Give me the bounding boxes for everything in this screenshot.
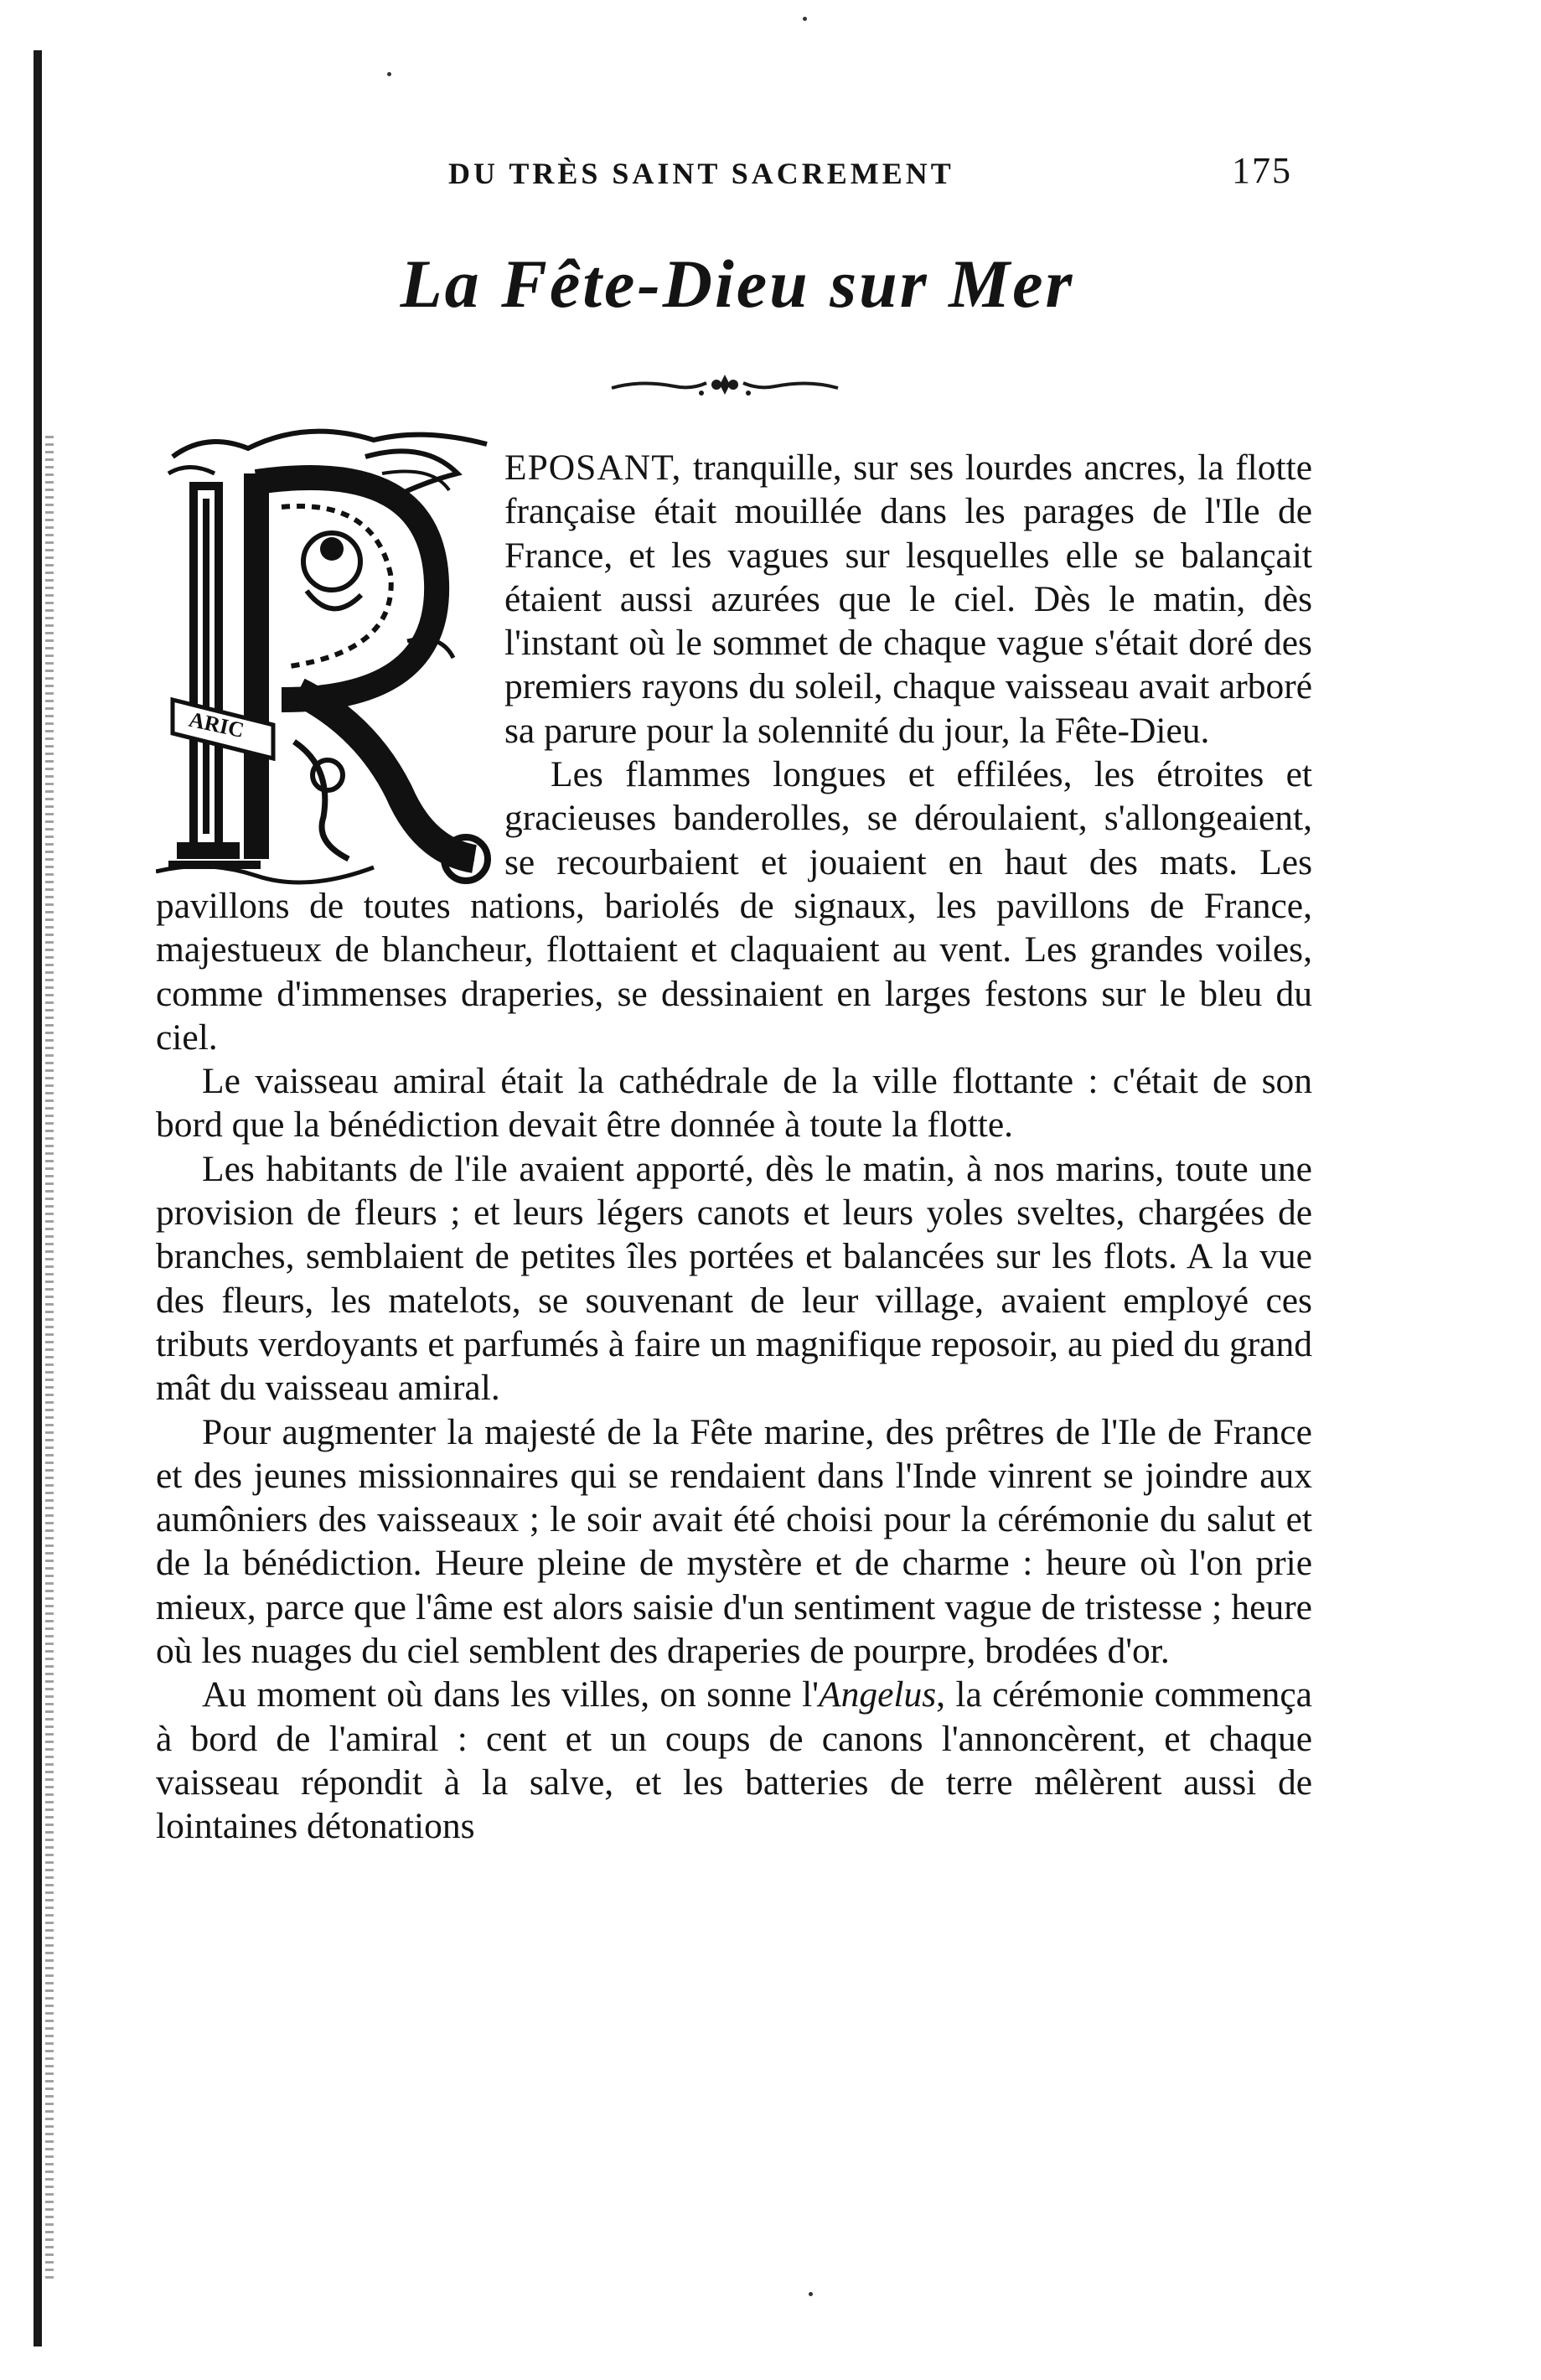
fleuron-divider-icon xyxy=(608,373,842,398)
paragraph-1-lead: EPOSANT, xyxy=(504,448,682,488)
print-speck xyxy=(387,72,391,76)
paragraph-1-text: tranquille, sur ses lourdes ancres, la flotte française était mouillée dans les parages de l'Ile de France, et les vagues sur lesquelles elle se balançait étaient aussi azurées que le ciel. Dès le matin, dès l'instant où le sommet de chaque vague s'était doré des premiers rayons du soleil, chaque vaisseau avait arboré sa parure pour la solennité du jour, la Fête-Dieu. xyxy=(504,448,1312,751)
page-gutter-fringe xyxy=(45,436,54,2279)
paragraph-4: Les habitants de l'ile avaient apporté, dès le matin, à nos marins, toute une provision de fleurs ; et leurs légers canots et leurs yoles sveltes, chargées de branches, semblaient de petites îles portées et balancées sur les flots. A la vue des fleurs, les matelots, se souvenant de leur village, avaient employé ces tributs verdoyants et parfumés à faire un magnifique reposoir, au pied du grand mât du vaisseau amiral. xyxy=(156,1148,1312,1409)
body-text xyxy=(156,446,1312,1849)
paragraph-5: Pour augmenter la majesté de la Fête marine, des prêtres de l'Ile de France et des jeunes missionnaires qui se rendaient dans l'Inde vinrent se joindre aux aumôniers des vaisseaux ; le soir avait été choisi pour la cérémonie du salut et de la bénédiction. Heure pleine de mystère et de charme : heure où l'on prie mieux, parce que l'âme est alors saisie d'un sentiment vague de tristesse ; heure où les nuages du ciel semblent des draperies de pourpre, brodées d'or. xyxy=(156,1411,1312,1672)
print-speck xyxy=(809,2292,813,2296)
running-head: DU TRÈS SAINT SACREMENT xyxy=(448,157,954,190)
page-number: 175 xyxy=(1232,150,1292,191)
paragraph-6-italic: Angelus xyxy=(819,1674,937,1715)
drop-cap-banner-text: ARIC xyxy=(186,706,246,742)
print-speck xyxy=(803,17,807,21)
paragraph-6-before: Au moment où dans les villes, on sonne l' xyxy=(202,1674,820,1715)
page-gutter-edge xyxy=(34,50,42,2346)
drop-cap-space xyxy=(156,446,501,865)
chapter-title: La Fête-Dieu sur Mer xyxy=(400,246,1075,322)
paragraph-3: Le vaisseau amiral était la cathédrale de la ville flottante : c'était de son bord que la bénédiction devait être donnée à toute la flotte. xyxy=(156,1061,1312,1146)
paragraph-6 xyxy=(156,1673,1312,1848)
paragraph-2: Les flammes longues et effilées, les étroites et gracieuses banderolles, se déroulaient, s'allongeaient, se recourbaient et jouaient en haut des mats. Les pavillons de toutes nations, bariolés de signaux, les pavillons de France, majestueux de blancheur, flottaient et claquaient au vent. Les grandes voiles, comme d'immenses draperies, se dessinaient en larges festons sur le bleu du ciel. xyxy=(156,754,1312,1058)
paragraph-6-text: , la cérémonie commença à bord de l'amiral : cent et un coups de canons l'annoncèrent, et chaque vaisseau répondit à la salve, et les batteries de terre mêlèrent aussi de lointaines détonations xyxy=(156,1674,1312,1847)
